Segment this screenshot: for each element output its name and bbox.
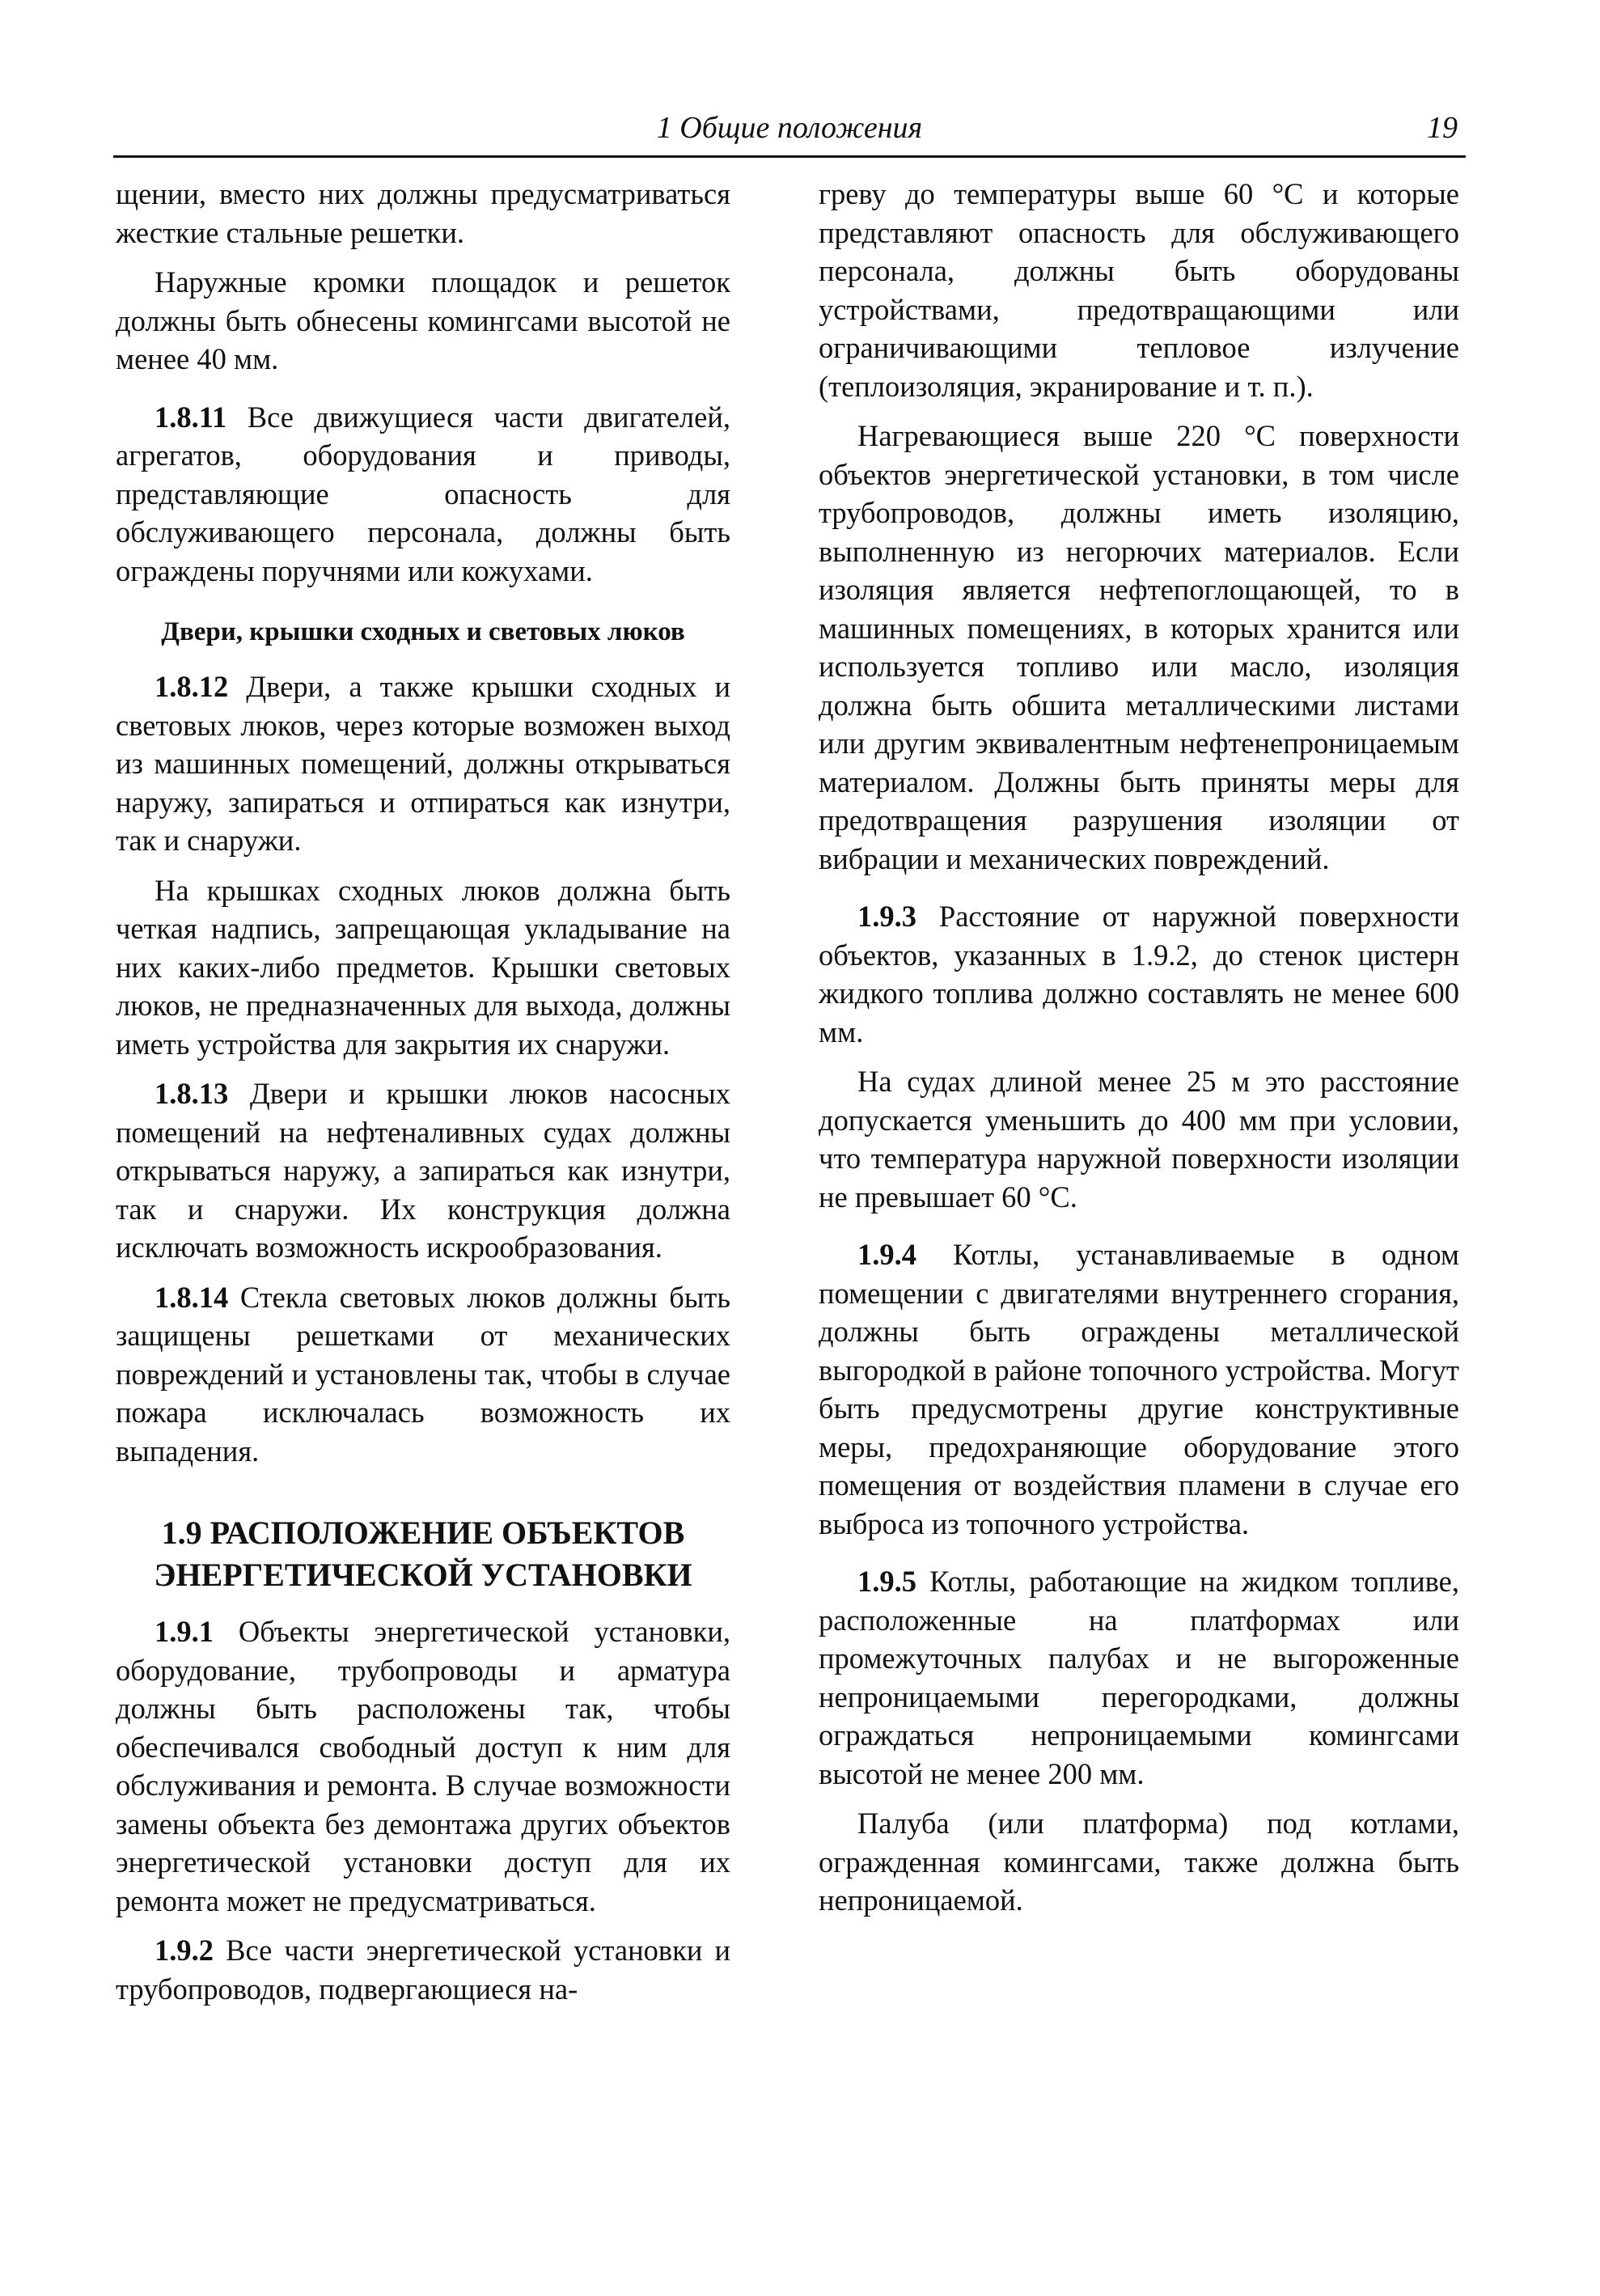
chapter-title: 1 Общие положения <box>656 111 923 145</box>
clause-text: Расстояние от наружной поверхности объектов, указанных в 1.9.2, до стенок цистерн жидкого топлива должно составлять не менее 600 мм. <box>819 900 1459 1048</box>
clause-number: 1.9.5 <box>857 1565 916 1598</box>
clause-1-9-5 <box>819 1562 1459 1793</box>
clause-text: Котлы, устанавливаемые в одном помещении с двигателями внутреннего сгорания, должны быть ограждены металлической выгородкой в районе топочного устройства. Могут быть предусмотрены другие конструктивные меры, предохраняющие оборудование этого помещения от воздействия пламени в случае его выброса из топочного устройства. <box>819 1238 1459 1540</box>
clause-1-8-12 <box>116 667 730 860</box>
subheading: Двери, крышки сходных и световых люков <box>161 617 685 646</box>
clause-1-9-1 <box>116 1612 730 1920</box>
clause-number: 1.8.12 <box>154 670 229 703</box>
clause-1-8-11 <box>116 398 730 591</box>
clause-text: Все движущиеся части двигателей, агрегатов, оборудования и приводы, представляющие опасность для обслуживающего персонала, должны быть ограждены поручнями или кожухами. <box>116 400 730 587</box>
clause-1-9-3 <box>819 897 1459 1051</box>
clause-text: Все части энергетической установки и трубопроводов, подвергающиеся на- <box>116 1934 730 2006</box>
running-header <box>113 104 1466 158</box>
paragraph: Палуба (или платформа) под котлами, огражденная комингсами, также должна быть непроницаемой. <box>819 1807 1459 1917</box>
paragraph: Нагревающиеся выше 220 °С поверхности объектов энергетической установки, в том числе трубопроводов, должны иметь изоляцию, выполненную из негорючих материалов. Если изоляция является нефтепоглощающей, то в машинных помещениях, в которых хранится или используется топливо или масло, изоляция должна быть обшита металлическими листами или другим эквивалентным нефтенепроницаемым материалом. Должны быть приняты меры для предотвращения разрушения изоляции от вибрации и механических повреждений. <box>819 419 1459 875</box>
clause-1-9-2 <box>116 1931 730 2008</box>
paragraph: Наружные кромки площадок и решеток должны быть обнесены комингсами высотой не менее 40 мм. <box>116 265 730 375</box>
clause-text: Стекла световых люков должны быть защищены решетками от механических повреждений и установлены так, чтобы в случае пожара исключалась возможность их выпадения. <box>116 1280 730 1468</box>
clause-1-8-13 <box>116 1074 730 1267</box>
clause-number: 1.9.1 <box>154 1615 214 1648</box>
paragraph: греву до температуры выше 60 °С и которые представляют опасность для обслуживающего персонала, должны быть оборудованы устройствами, предотвращающими или ограничивающими тепловое излучение (теплоизоляция, экранирование и т. п.). <box>819 177 1459 403</box>
paragraph: щении, вместо них должны предусматриваться жесткие стальные решетки. <box>116 177 730 249</box>
clause-1-8-14 <box>116 1278 730 1471</box>
clause-number: 1.8.11 <box>154 400 227 434</box>
right-column <box>819 175 1459 1931</box>
left-column <box>116 175 730 2019</box>
paragraph: На крышках сходных люков должна быть четкая надпись, запрещающая укладывание на них каких-либо предметов. Крышки световых люков, не предназначенных для выхода, должны иметь устройства для закрытия их снаружи. <box>116 873 730 1061</box>
clause-number: 1.9.2 <box>154 1934 214 1967</box>
clause-text: Котлы, работающие на жидком топливе, расположенные на платформах или промежуточных палубах и не выгороженные непроницаемыми перегородками, должны ограждаться непроницаемыми комингсами высотой не менее 200 мм. <box>819 1565 1459 1790</box>
clause-text: Двери, а также крышки сходных и световых люков, через которые возможен выход из машинных помещений, должны открываться наружу, запираться и отпираться как изнутри, так и снаружи. <box>116 670 730 857</box>
clause-number: 1.9.3 <box>857 900 916 933</box>
paragraph: На судах длиной менее 25 м это расстояние допускается уменьшить до 400 мм при условии, что температура наружной поверхности изоляции не превышает 60 °С. <box>819 1065 1459 1214</box>
section-heading-line: 1.9 РАСПОЛОЖЕНИЕ ОБЪЕКТОВ <box>161 1514 685 1551</box>
page-number: 19 <box>1427 111 1458 145</box>
clause-number: 1.8.13 <box>154 1077 229 1110</box>
section-heading-line: ЭНЕРГЕТИЧЕСКОЙ УСТАНОВКИ <box>154 1557 692 1593</box>
clause-text: Объекты энергетической установки, оборудование, трубопроводы и арматура должны быть расположены так, чтобы обеспечивался свободный доступ к ним для обслуживания и ремонта. В случае возможности замены объекта без демонтажа других объектов энергетической установки доступ для их ремонта может не предусматриваться. <box>116 1615 730 1917</box>
clause-1-9-4 <box>819 1235 1459 1543</box>
clause-text: Двери и крышки люков насосных помещений на нефтеналивных судах должны открываться наружу, а запираться как изнутри, так и снаружи. Их конструкция должна исключать возможность искрообразования. <box>116 1077 730 1264</box>
clause-number: 1.9.4 <box>857 1238 916 1271</box>
section-heading <box>116 1512 730 1596</box>
clause-number: 1.8.14 <box>154 1280 229 1314</box>
